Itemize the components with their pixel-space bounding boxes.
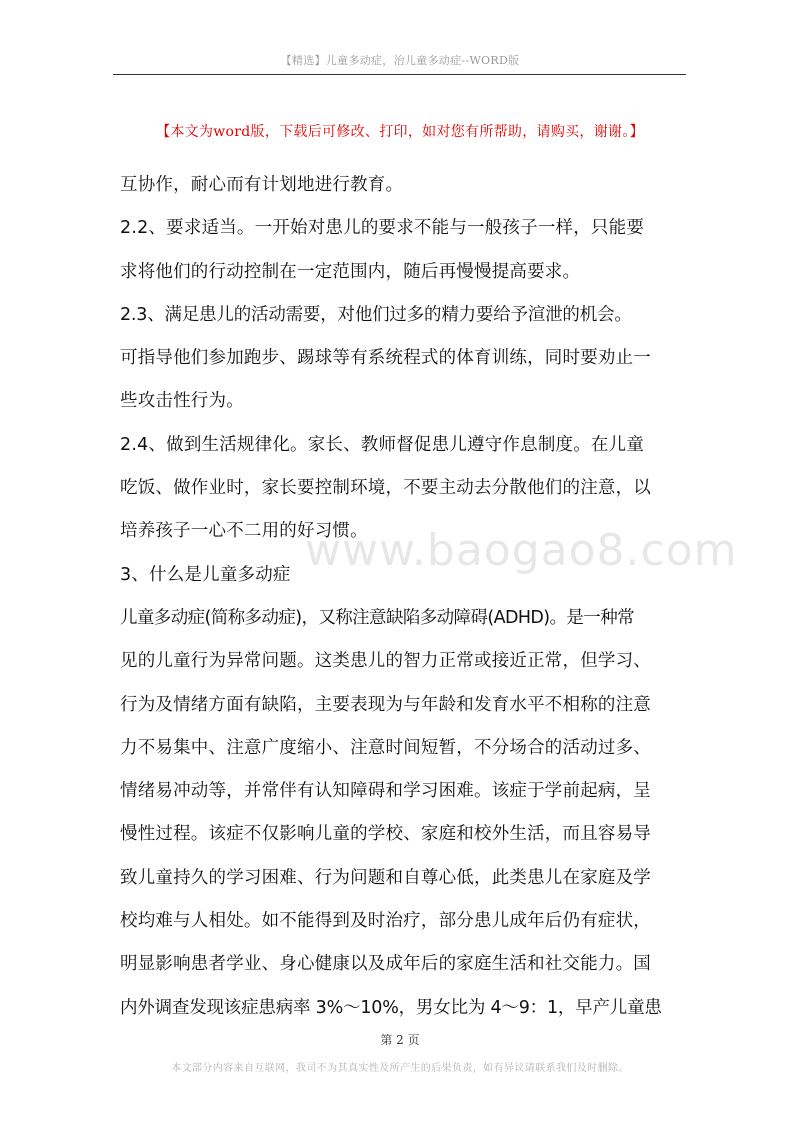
body-line-3: 求将他们的行动控制在一定范围内，随后再慢慢提高要求。 [120,261,581,282]
body-line-6: 些攻击性行为。 [120,391,244,412]
body-line-5: 可指导他们参加跑步、踢球等有系统程式的体育训练，同时要劝止一 [120,348,651,369]
body-line-13: 行为及情绪方面有缺陷，主要表现为与年龄和发育水平不相称的注意 [120,694,651,715]
body-line-12: 见的儿童行为异常问题。这类患儿的智力正常或接近正常，但学习、 [120,651,651,672]
body-line-8: 吃饭、做作业时，家长要控制环境，不要主动去分散他们的注意，以 [120,478,651,499]
body-line-20: 内外调查发现该症患病率 3%～10%，男女比为 4～9：1，早产儿童患 [120,997,662,1018]
watermark: www.baogao8.com [305,525,738,576]
body-line-16: 慢性过程。该症不仅影响儿童的学校、家庭和校外生活，而且容易导 [120,824,651,845]
header-divider [113,74,686,75]
body-line-14: 力不易集中、注意广度缩小、注意时间短暂，不分场合的活动过多、 [120,737,651,758]
page-header: 【精选】儿童多动症，治儿童多动症--WORD版 [280,54,520,67]
section-heading: 3、什么是儿童多动症 [120,564,291,585]
body-line-19: 明显影响患者学业、身心健康以及成年后的家庭生活和社交能力。国 [120,954,651,975]
page-number: 第 2 页 [380,1033,420,1047]
body-line-4: 2.3、满足患儿的活动需要，对他们过多的精力要给予渲泄的机会。 [120,304,632,325]
body-line-15: 情绪易冲动等，并常伴有认知障碍和学习困难。该症于学前起病，呈 [120,781,651,802]
body-line-18: 校均难与人相处。如不能得到及时治疗，部分患儿成年后仍有症状， [120,911,651,932]
document-body [120,164,686,1030]
body-line-9: 培养孩子一心不二用的好习惯。 [120,521,368,542]
body-line-17: 致儿童持久的学习困难、行为问题和自尊心低，此类患儿在家庭及学 [120,867,651,888]
footer-disclaimer: 本文部分内容来自互联网，我司不为其真实性及所产生的后果负责，如有异议请联系我们及时删除。 [171,1063,629,1074]
body-line-7: 2.4、做到生活规律化。家长、教师督促患儿遵守作息制度。在儿童 [120,434,645,455]
purchase-notice: 【本文为word版，下载后可修改、打印，如对您有所帮助，请购买，谢谢。】 [156,124,644,140]
body-line-2: 2.2、要求适当。一开始对患儿的要求不能与一般孩子一样，只能要 [120,218,645,239]
body-line-1: 互协作，耐心而有计划地进行教育。 [120,175,404,195]
body-line-11: 儿童多动症(简称多动症)，又称注意缺陷多动障碍(ADHD)。是一种常 [120,607,634,628]
